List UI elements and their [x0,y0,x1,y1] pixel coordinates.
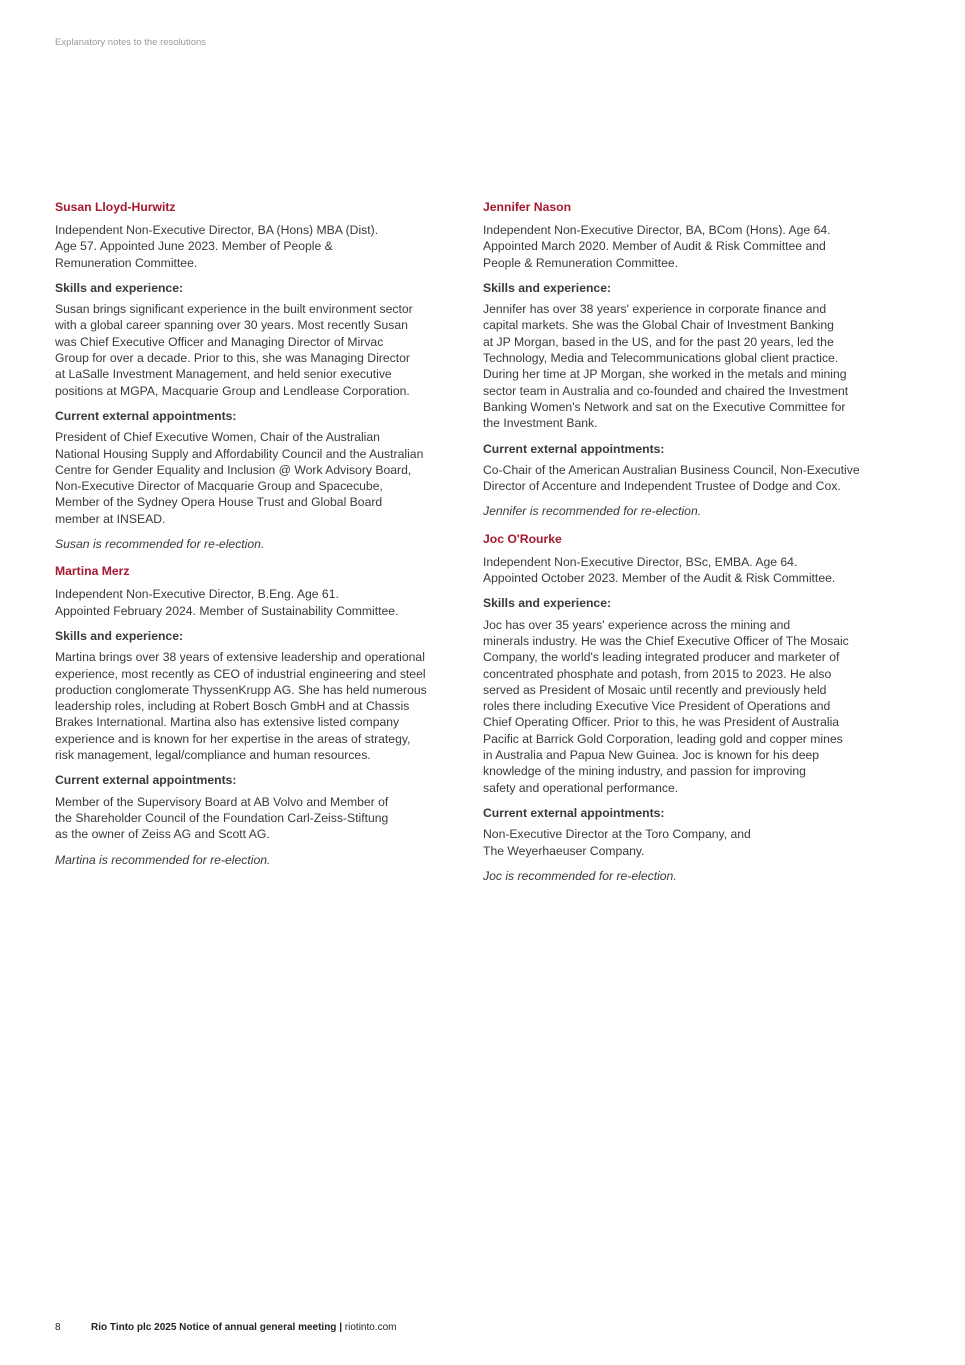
page-number: 8 [55,1322,61,1333]
text-line: The Weyerhaeuser Company. [483,843,645,858]
director-intro [483,554,891,587]
skills-text [483,617,891,796]
text-line: Age 57. Appointed June 2023. Member of People & [55,239,333,254]
text-line: with a global career spanning over 30 years. Most recently Susan [55,318,408,333]
appointments-heading: Current external appointments: [483,441,665,456]
recommendation: Jennifer is recommended for re-election. [483,504,702,519]
skills-heading: Skills and experience: [483,596,612,611]
appointments-heading: Current external appointments: [55,408,237,423]
skills-heading: Skills and experience: [55,628,184,643]
director-profile [55,563,463,867]
document-title: Rio Tinto plc 2025 Notice of annual general meeting [91,1322,337,1333]
text-line: experience, most recently as CEO of industrial engineering and steel [55,666,426,681]
text-line: Independent Non-Executive Director, BA, BCom (Hons). Age 64. [483,223,831,237]
appointments-heading: Current external appointments: [483,805,665,820]
text-line: leadership roles, including at Robert Bosch GmbH and at Chassis [55,699,410,714]
director-profile [483,199,891,520]
skills-text [55,649,463,763]
text-line: People & Remuneration Committee. [483,255,679,270]
text-line: Banking Women's Network and sat on the Executive Committee for [483,399,846,414]
appointments-heading: Current external appointments: [55,773,237,788]
recommendation: Joc is recommended for re-election. [483,868,677,883]
text-line: Independent Non-Executive Director, BA (Hons) MBA (Dist). [55,223,379,237]
text-line: Member of the Supervisory Board at AB Volvo and Member of [55,794,389,809]
text-line: Martina brings over 38 years of extensive leadership and operational [55,650,425,665]
text-line: Appointed February 2024. Member of Sustainability Committee. [55,603,399,618]
text-line: in Australia and Papua New Guinea. Joc is known for his deep [483,748,820,763]
appointments-text [483,826,891,859]
text-line: sector team in Australia and co-founded and chaired the Investment [483,383,849,398]
skills-text [55,301,463,399]
director-name: Martina Merz [55,564,130,579]
text-line: at JP Morgan, based in the US, and for the past 20 years, led the [483,334,834,349]
text-line: roles there including Executive Vice President of Operations and [483,699,831,714]
text-line: minerals industry. He was the Chief Executive Officer of The Mosaic [483,633,849,648]
text-line: Brakes International. Martina also has extensive listed company [55,715,400,730]
skills-heading: Skills and experience: [483,280,612,295]
text-line: Group for over a decade. Prior to this, she was Managing Director [55,351,410,366]
text-line: President of Chief Executive Women, Chair of the Australian [55,430,380,445]
text-line: Non-Executive Director of Macquarie Group and Spacecube, [55,479,383,494]
text-line: Jennifer has over 38 years' experience in corporate finance and [483,302,827,317]
text-line: Joc has over 35 years' experience across the mining and [483,617,791,632]
page-footer [55,1322,396,1333]
text-line: National Housing Supply and Affordability Council and the Australian [55,446,424,461]
text-line: concentrated phosphate and potash, from 2015 to 2023. He also [483,666,832,681]
text-line: Susan brings significant experience in the built environment sector [55,302,413,317]
director-name: Jennifer Nason [483,200,572,214]
skills-text [483,301,891,431]
text-line: as the owner of Zeiss AG and Scott AG. [55,827,270,842]
text-line: was Chief Executive Officer and Managing Director of Mirvac [55,334,384,349]
director-intro [55,586,463,619]
text-line: capital markets. She was the Global Chair of Investment Banking [483,318,834,333]
footer-separator: | [339,1322,343,1333]
text-line: at LaSalle Investment Management, and held senior executive [55,367,392,382]
text-line: member at INSEAD. [55,511,166,526]
running-head: Explanatory notes to the resolutions [55,37,207,48]
text-line: Pacific at Barrick Gold Corporation, leading gold and copper mines [483,731,843,746]
appointments-text [55,429,463,527]
text-line: Appointed March 2020. Member of Audit & Risk Committee and [483,239,826,254]
director-name: Susan Lloyd-Hurwitz [55,200,176,214]
text-line: Chief Operating Officer. Prior to this, he was President of Australia [483,715,840,730]
text-line: risk management, legal/compliance and human resources. [55,748,371,763]
text-line: Remuneration Committee. [55,255,198,270]
text-line: positions at MGPA, Macquarie Group and Lendlease Corporation. [55,383,410,398]
text-line: knowledge of the mining industry, and passion for improving [483,764,806,779]
text-line: Director of Accenture and Independent Trustee of Dodge and Cox. [483,479,841,494]
text-line: served as President of Mosaic until recently and previously held [483,682,827,697]
text-line: production conglomerate ThyssenKrupp AG. She has held numerous [55,682,427,697]
text-line: safety and operational performance. [483,780,679,795]
director-intro [483,222,891,271]
text-line: Independent Non-Executive Director, BSc, EMBA. Age 64. [483,554,798,569]
appointments-text [483,462,891,495]
text-line: Co-Chair of the American Australian Business Council, Non-Executive [483,462,860,477]
text-line: Member of the Sydney Opera House Trust and Global Board [55,495,383,510]
text-line: the Shareholder Council of the Foundation Carl-Zeiss-Stiftung [55,810,389,825]
text-line: Non-Executive Director at the Toro Company, and [483,827,751,842]
right-column [483,199,891,895]
text-line: experience and is known for her expertise in the areas of strategy, [55,731,411,746]
text-line: Appointed October 2023. Member of the Audit & Risk Committee. [483,571,836,586]
text-line: Centre for Gender Equality and Inclusion @ Work Advisory Board, [55,462,412,477]
text-line: Technology, Media and Telecommunications global client practice. [483,351,839,366]
text-line: Independent Non-Executive Director, B.Eng. Age 61. [55,587,339,602]
text-line: the Investment Bank. [483,416,598,431]
text-line: Company, the world's leading integrated producer and marketer of [483,650,840,665]
director-name: Joc O'Rourke [483,531,562,546]
skills-heading: Skills and experience: [55,280,184,295]
appointments-text [55,794,463,843]
recommendation: Martina is recommended for re-election. [55,852,271,867]
left-column [55,199,463,879]
website-link[interactable]: riotinto.com [344,1322,397,1333]
director-profile [55,199,463,552]
director-profile [483,531,891,884]
text-line: During her time at JP Morgan, she worked in the metals and mining [483,367,847,382]
director-intro [55,222,463,271]
recommendation: Susan is recommended for re-election. [55,537,265,552]
